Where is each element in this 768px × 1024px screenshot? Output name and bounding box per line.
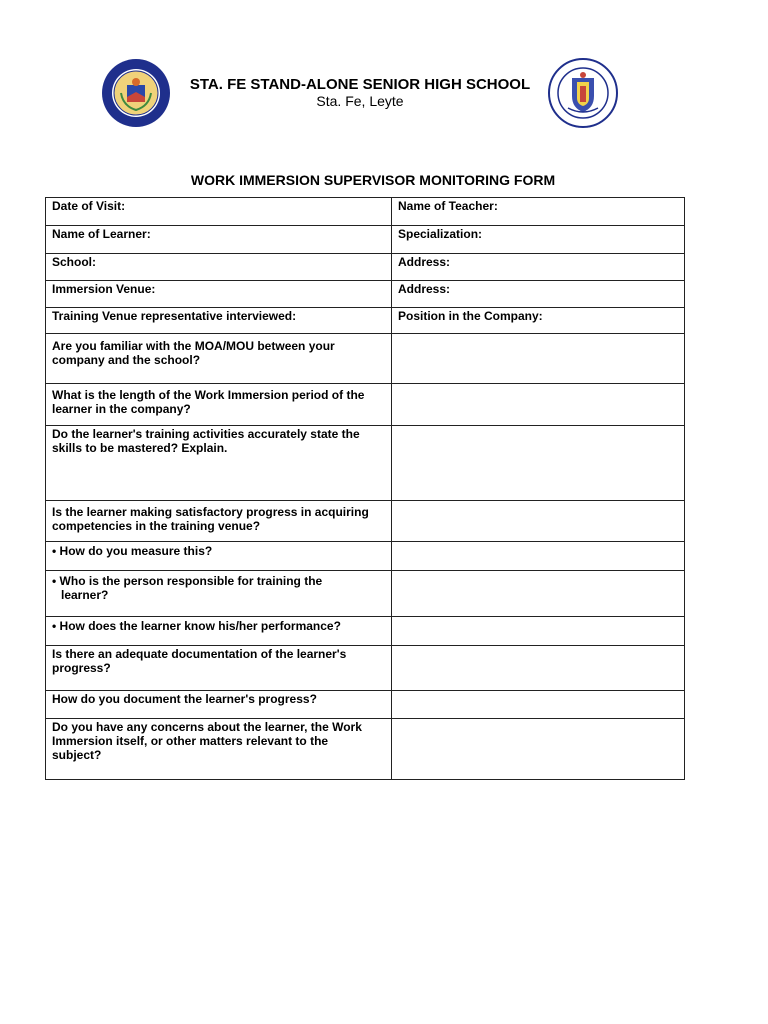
- question-row: [46, 501, 685, 542]
- question-row: [46, 542, 685, 571]
- question-document-progress: How do you document the learner's progress?: [46, 691, 392, 719]
- question-row: [46, 719, 685, 780]
- question-moa: Are you familiar with the MOA/MOU between your company and the school?: [46, 334, 392, 384]
- question-row: [46, 426, 685, 501]
- school-address: Sta. Fe, Leyte: [316, 93, 404, 109]
- question-measure: • How do you measure this?: [46, 542, 392, 571]
- question-documentation: Is there an adequate documentation of the learner's progress?: [46, 646, 392, 691]
- answer-field[interactable]: [392, 501, 685, 542]
- name-of-learner-label: Name of Learner:: [46, 226, 392, 254]
- answer-field[interactable]: [392, 617, 685, 646]
- question-immersion-length: What is the length of the Work Immersion period of the learner in the company?: [46, 384, 392, 426]
- question-row: [46, 646, 685, 691]
- venue-address-label: Address:: [392, 281, 685, 308]
- question-concerns: Do you have any concerns about the learner, the Work Immersion itself, or other matters relevant to the subject?: [46, 719, 392, 780]
- info-row: [46, 281, 685, 308]
- school-name: STA. FE STAND-ALONE SENIOR HIGH SCHOOL: [189, 76, 531, 93]
- question-training-activities: Do the learner's training activities accurately state the skills to be mastered? Explain.: [46, 426, 392, 501]
- info-row: [46, 198, 685, 226]
- question-responsible-person: • Who is the person responsible for training the learner?: [46, 571, 392, 617]
- school-label: School:: [46, 254, 392, 281]
- answer-field[interactable]: [392, 719, 685, 780]
- monitoring-form-table: [45, 197, 685, 780]
- answer-field[interactable]: [392, 426, 685, 501]
- specialization-label: Specialization:: [392, 226, 685, 254]
- immersion-venue-label: Immersion Venue:: [46, 281, 392, 308]
- question-row: [46, 571, 685, 617]
- answer-field[interactable]: [392, 384, 685, 426]
- answer-field[interactable]: [392, 542, 685, 571]
- date-of-visit-label: Date of Visit:: [46, 198, 392, 226]
- question-row: [46, 334, 685, 384]
- answer-field[interactable]: [392, 571, 685, 617]
- question-satisfactory-progress: Is the learner making satisfactory progress in acquiring competencies in the training venue?: [46, 501, 392, 542]
- position-label: Position in the Company:: [392, 308, 685, 334]
- name-of-teacher-label: Name of Teacher:: [392, 198, 685, 226]
- question-learner-performance: • How does the learner know his/her performance?: [46, 617, 392, 646]
- info-row: [46, 254, 685, 281]
- question-row: [46, 617, 685, 646]
- answer-field[interactable]: [392, 691, 685, 719]
- form-title: WORK IMMERSION SUPERVISOR MONITORING FORM: [190, 172, 556, 188]
- answer-field[interactable]: [392, 334, 685, 384]
- info-row: [46, 226, 685, 254]
- question-row: [46, 691, 685, 719]
- question-row: [46, 384, 685, 426]
- school-address-label: Address:: [392, 254, 685, 281]
- info-row: [46, 308, 685, 334]
- answer-field[interactable]: [392, 646, 685, 691]
- representative-label: Training Venue representative interviewed:: [46, 308, 392, 334]
